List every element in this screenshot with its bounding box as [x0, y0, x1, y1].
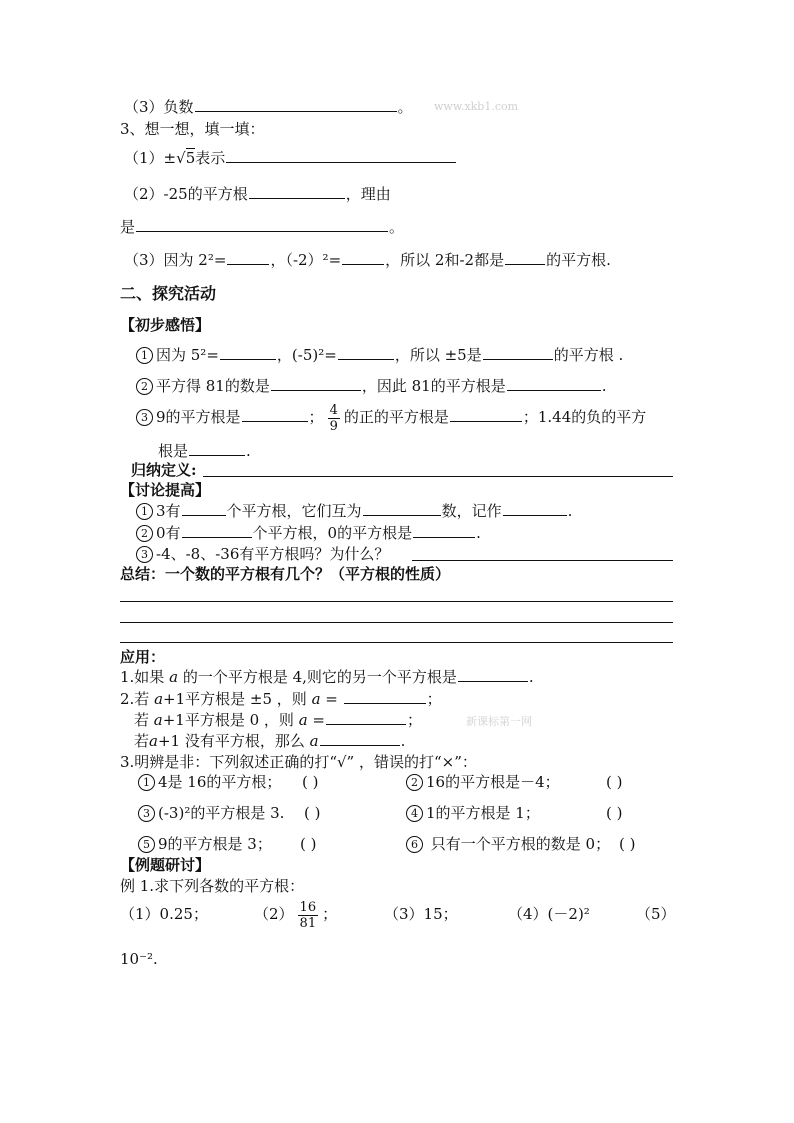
blank[interactable]: [227, 251, 269, 265]
text: ；: [308, 408, 324, 426]
text: 根是: [158, 442, 189, 460]
a2c: [134, 732, 405, 750]
blank[interactable]: [320, 732, 400, 746]
example-item-5: （5）: [636, 905, 676, 923]
blank[interactable]: [220, 346, 276, 360]
q3-1: [124, 149, 457, 167]
text: 因为 5²=: [156, 346, 219, 364]
text: ，所以 2和-2都是: [385, 251, 505, 269]
text: .: [476, 524, 481, 542]
p3: [136, 398, 646, 436]
example-item-2: [254, 896, 337, 932]
q3-3: [124, 251, 611, 269]
example-item-4: （4）(－2)²: [508, 905, 590, 923]
a1: [120, 668, 534, 686]
a2b: [134, 711, 422, 729]
blank[interactable]: [342, 251, 384, 265]
heading-liti: 【例题研讨】: [120, 856, 211, 874]
numerator: 16: [299, 899, 317, 915]
var-a: a: [169, 668, 179, 686]
text: +1 没有平方根，那么: [157, 732, 310, 750]
judge-item-6: [406, 835, 610, 853]
text: =: [307, 711, 325, 729]
text: +1平方根是 ±5 ，则: [163, 690, 312, 708]
numerator: 4: [329, 402, 338, 418]
text: ；: [426, 690, 442, 708]
blank[interactable]: [344, 690, 426, 704]
blank[interactable]: [326, 711, 406, 725]
text: ；1.44的负的平方: [522, 408, 647, 426]
example-item-3: （3）15；: [384, 905, 458, 923]
circled-2: 2: [136, 525, 153, 542]
judge-text: 只有一个平方根的数是 0；: [426, 835, 611, 853]
judge-item-3: [138, 804, 284, 822]
blank[interactable]: [136, 218, 388, 232]
text: .: [400, 732, 406, 750]
text: 表示: [195, 149, 226, 167]
fraction: [328, 403, 340, 434]
blank[interactable]: [505, 251, 545, 265]
zongjie: [120, 565, 450, 583]
blank[interactable]: [226, 149, 456, 163]
t3: [136, 545, 389, 563]
text: ；: [322, 905, 338, 923]
watermark: www.xkb1.com: [434, 100, 519, 113]
section-2-heading: 二、探究活动: [120, 284, 217, 303]
text: ，因此 81的平方根是: [361, 377, 506, 395]
judge-paren-5[interactable]: ( ): [300, 835, 317, 853]
heading-taolun: 【讨论提高】: [120, 481, 211, 499]
text: ，（-2）²=: [270, 251, 342, 269]
circled-2: 2: [136, 378, 153, 395]
text: （1）±: [124, 149, 177, 167]
text: 平方得 81的数是: [156, 377, 270, 395]
example-1-title: 例 1.求下列各数的平方根：: [120, 877, 305, 895]
text: 若: [134, 711, 154, 729]
blank[interactable]: [182, 502, 226, 516]
text: 的一个平方根是 4,则它的另一个平方根是: [178, 668, 457, 686]
blank[interactable]: [189, 442, 245, 456]
text: 个平方根，它们互为: [226, 502, 362, 520]
blank[interactable]: [458, 668, 528, 682]
text: ，理由: [345, 185, 391, 203]
sqrt-icon: √: [176, 149, 186, 167]
text: 的平方根.: [546, 251, 611, 269]
blank[interactable]: [249, 185, 345, 199]
section-3-title: 3、想一想，填一填：: [120, 120, 265, 138]
var-a: a: [153, 711, 163, 729]
text: 。: [397, 98, 413, 116]
var-a: a: [149, 732, 158, 750]
circled-3: 3: [136, 546, 153, 563]
circled-1: 1: [138, 774, 155, 791]
t1: [136, 502, 572, 520]
guina-label: 归纳定义:: [131, 461, 197, 479]
text: （2）-25的平方根: [124, 185, 248, 203]
watermark: 新课标第一网: [466, 715, 532, 728]
text: .: [246, 442, 251, 460]
blank[interactable]: [503, 502, 567, 516]
blank[interactable]: [363, 502, 441, 516]
judge-item-5: [138, 835, 272, 853]
judge-text: 4是 16的平方根；: [158, 773, 282, 791]
a2: [120, 690, 442, 708]
judge-text: (-3)²的平方根是 3.: [158, 804, 285, 822]
text: （3）负数: [124, 98, 194, 116]
fraction: [298, 900, 319, 931]
circled-3: 3: [136, 409, 153, 426]
judge-text: 16的平方根是－4；: [426, 773, 560, 791]
judge-paren-3[interactable]: ( ): [304, 804, 321, 822]
text: 2.若: [120, 690, 155, 708]
example-item-5-value: 10⁻².: [120, 950, 158, 968]
text: 个平方根，0的平方根是: [252, 524, 413, 542]
judge-paren-4[interactable]: ( ): [606, 804, 623, 822]
text: 总结：一个数的平方根有几个？: [120, 565, 331, 583]
text: .: [601, 377, 607, 395]
example-item-1: （1）0.25；: [120, 905, 208, 923]
radicand: 5: [185, 149, 196, 167]
p1: [136, 346, 623, 364]
var-a: a: [298, 711, 308, 729]
text: 的正的平方根是: [343, 408, 449, 426]
text: 0有: [156, 524, 181, 542]
blank[interactable]: [507, 377, 601, 391]
blank[interactable]: [182, 524, 252, 538]
text: 3有: [156, 502, 181, 520]
line-negative: [124, 98, 413, 116]
blank[interactable]: [195, 98, 397, 112]
circled-6: 6: [406, 836, 423, 853]
text: （平方根的性质）: [330, 565, 451, 583]
text: 若: [134, 732, 150, 750]
answer-line[interactable]: [120, 622, 673, 623]
var-a: a: [309, 732, 319, 750]
answer-line[interactable]: [120, 642, 673, 643]
judge-paren-1[interactable]: ( ): [302, 773, 319, 791]
text: .: [567, 502, 573, 520]
judge-text: 1的平方根是 1；: [426, 804, 540, 822]
denominator: 9: [329, 418, 338, 434]
circled-4: 4: [406, 805, 423, 822]
blank[interactable]: [271, 377, 361, 391]
judge-item-1: [138, 773, 281, 791]
judge-text: 9的平方根是 3；: [158, 835, 272, 853]
circled-1: 1: [136, 503, 153, 520]
text: 数，记作: [441, 502, 502, 520]
text: =: [320, 690, 343, 708]
text: ，所以 ±5是: [394, 346, 482, 364]
text: 9的平方根是: [156, 408, 241, 426]
judge-paren-2[interactable]: ( ): [606, 773, 623, 791]
text: +1平方根是 0 ，则: [162, 711, 299, 729]
judge-paren-6[interactable]: ( ): [619, 835, 636, 853]
blank[interactable]: [483, 346, 553, 360]
t3-rule[interactable]: [412, 560, 673, 561]
blank[interactable]: [242, 408, 308, 422]
text: ，(-5)²=: [276, 346, 337, 364]
circled-2: 2: [406, 774, 423, 791]
text: 1.如果: [120, 668, 170, 686]
blank[interactable]: [450, 408, 522, 422]
answer-line[interactable]: [120, 601, 673, 602]
heading-chubu: 【初步感悟】: [120, 316, 211, 334]
text: （2）: [254, 905, 294, 923]
text: （3）因为 2²=: [124, 251, 227, 269]
q3-2: [124, 185, 391, 203]
text: ；: [407, 711, 423, 729]
p2: [136, 377, 607, 395]
judge-item-2: [406, 773, 560, 791]
judge-item-4: [406, 804, 540, 822]
text: .: [528, 668, 534, 686]
blank[interactable]: [338, 346, 394, 360]
circled-5: 5: [138, 836, 155, 853]
p3b: [158, 442, 251, 460]
text: 是: [120, 218, 136, 236]
text: 的平方根 .: [553, 346, 624, 364]
var-a: a: [154, 690, 164, 708]
yingyong: 应用：: [120, 648, 166, 666]
guina-rule[interactable]: [203, 476, 673, 477]
circled-3: 3: [138, 805, 155, 822]
var-a: a: [311, 690, 321, 708]
text: 。: [389, 218, 405, 236]
text: -4、-8、-36有平方根吗？为什么？: [156, 545, 390, 563]
denominator: 81: [299, 915, 317, 931]
a3: 3.明辨是非：下列叙述正确的打“√” ，错误的打“×”：: [120, 753, 477, 771]
blank[interactable]: [413, 524, 475, 538]
t2: [136, 524, 481, 542]
q3-2b: [120, 218, 404, 236]
circled-1: 1: [136, 347, 153, 364]
